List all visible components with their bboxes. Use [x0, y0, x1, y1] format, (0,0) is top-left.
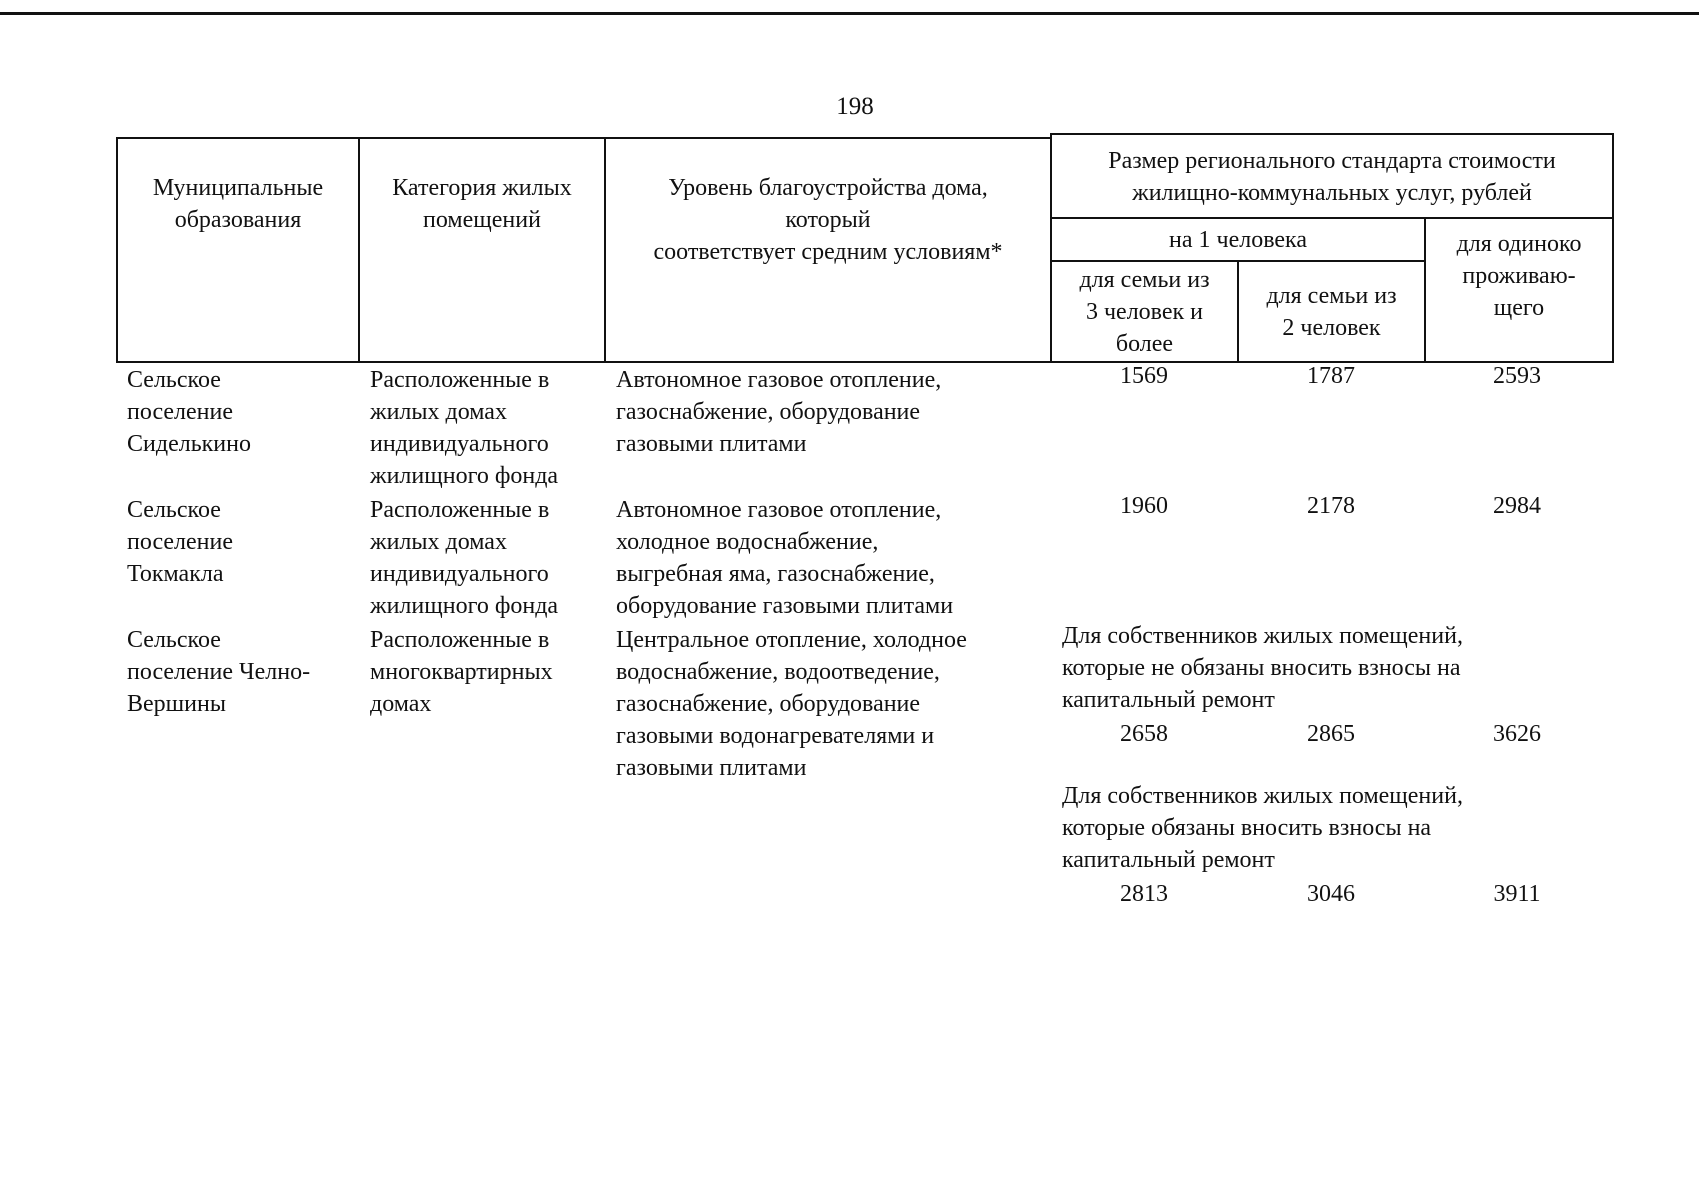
page-top-rule [0, 12, 1699, 15]
row-municipality: Сельское поселение Челно- Вершины [127, 627, 311, 717]
row-level: Автономное газовое отопление, холодное водоснабжение, выгребная яма, газоснабжение, оборудование газовыми плитами [616, 497, 954, 619]
row-family2-value: 3046 [1307, 881, 1355, 907]
row-category: Расположенные в жилых домах индивидуального жилищного фонда [370, 367, 559, 489]
page-number: 198 [836, 93, 874, 120]
row-category: Расположенные в жилых домах индивидуального жилищного фонда [370, 497, 559, 619]
header-family2: для семьи из 2 человек [1266, 283, 1397, 341]
row-family3-value: 1569 [1120, 363, 1168, 389]
header-size-divider [1050, 217, 1614, 219]
row-category: Расположенные в многоквартирных домах [370, 627, 553, 717]
row-municipality: Сельское поселение Сиделькино [127, 367, 251, 457]
row-single-value: 3626 [1493, 721, 1541, 747]
row-family2-value: 2178 [1307, 493, 1355, 519]
row-level: Центральное отопление, холодное водоснабжение, водоотведение, газоснабжение, оборудование газовыми водонагревателями и газовыми плитами [616, 627, 967, 781]
header-top-border [1050, 133, 1614, 135]
header-per-person: на 1 человека [1169, 227, 1307, 253]
row-single-value: 2984 [1493, 493, 1541, 519]
header-right-border [1612, 133, 1614, 362]
header-col-divider-1 [358, 137, 360, 362]
row-family3-value: 2813 [1120, 881, 1168, 907]
header-single: для одиноко проживаю- щего [1456, 231, 1582, 321]
row-family3-value: 2658 [1120, 721, 1168, 747]
row-single-value: 2593 [1493, 363, 1541, 389]
header-size: Размер регионального стандарта стоимости жилищно-коммунальных услуг, рублей [1108, 148, 1556, 206]
header-level: Уровень благоустройства дома, который соответствует средним условиям* [653, 175, 1003, 265]
header-municipal: Муниципальные образования [152, 175, 324, 233]
row-note-capital-repair: Для собственников жилых помещений, которые обязаны вносить взносы на капитальный ремонт [1062, 783, 1463, 873]
header-category: Категория жилых помещений [392, 175, 572, 233]
header-family3: для семьи из 3 человек и более [1079, 267, 1210, 357]
row-municipality: Сельское поселение Токмакла [127, 497, 234, 587]
row-note-no-capital-repair: Для собственников жилых помещений, которые не обязаны вносить взносы на капитальный ремонт [1062, 623, 1463, 713]
row-level: Автономное газовое отопление, газоснабжение, оборудование газовыми плитами [616, 367, 942, 457]
header-left-border [116, 137, 118, 362]
header-top-border-left [116, 137, 1052, 139]
row-family2-value: 1787 [1307, 363, 1355, 389]
row-family3-value: 1960 [1120, 493, 1168, 519]
row-single-value: 3911 [1493, 881, 1541, 907]
row-family2-value: 2865 [1307, 721, 1355, 747]
